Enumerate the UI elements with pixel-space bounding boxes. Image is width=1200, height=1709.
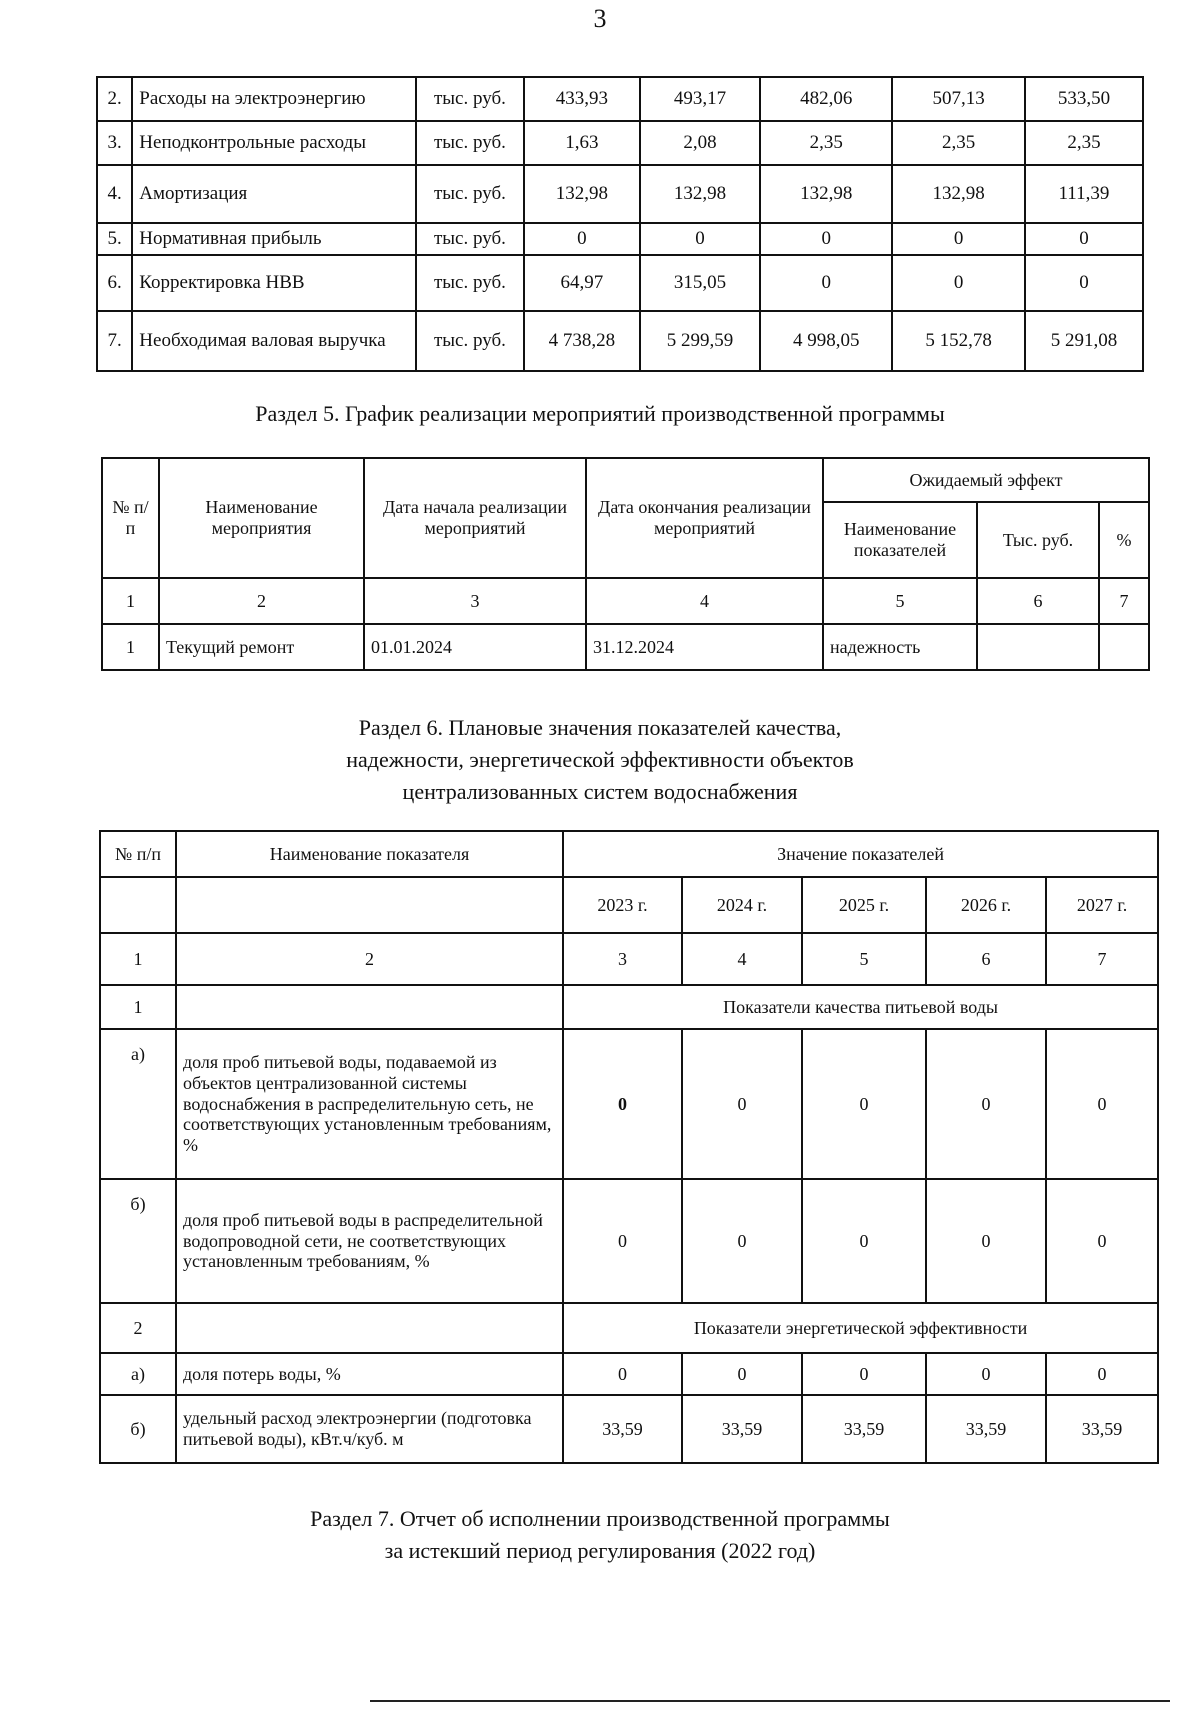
table-row xyxy=(100,1353,1158,1395)
row-number: 6. xyxy=(97,255,132,311)
row-value: 33,59 xyxy=(563,1395,682,1463)
row-name: Нормативная прибыль xyxy=(132,223,416,255)
group-header-row xyxy=(100,1303,1158,1353)
row-value: 0 xyxy=(1046,1353,1158,1395)
row-name: Амортизация xyxy=(132,165,416,223)
column-number: 2 xyxy=(159,578,364,624)
column-number: 6 xyxy=(926,933,1046,985)
row-value: 5 152,78 xyxy=(892,311,1024,371)
header-year: 2024 г. xyxy=(682,877,802,933)
row-label: а) xyxy=(100,1353,176,1395)
row-value: 0 xyxy=(682,1029,802,1179)
row-value: 132,98 xyxy=(892,165,1024,223)
row-unit: тыс. руб. xyxy=(416,121,524,165)
row-value: 0 xyxy=(802,1179,926,1303)
row-value: 33,59 xyxy=(926,1395,1046,1463)
row-value: 5 299,59 xyxy=(640,311,760,371)
row-thousand-rub xyxy=(977,624,1099,670)
header-year: 2027 г. xyxy=(1046,877,1158,933)
row-value: 0 xyxy=(1046,1179,1158,1303)
empty-cell xyxy=(176,877,563,933)
table-row xyxy=(97,121,1143,165)
row-value: 33,59 xyxy=(682,1395,802,1463)
column-number: 4 xyxy=(586,578,823,624)
column-number: 3 xyxy=(563,933,682,985)
row-unit: тыс. руб. xyxy=(416,223,524,255)
row-value: 0 xyxy=(892,223,1024,255)
header-percent: % xyxy=(1099,502,1149,578)
header-thousand-rub: Тыс. руб. xyxy=(977,502,1099,578)
header-num: № п/п xyxy=(100,831,176,877)
row-value: 0 xyxy=(563,1353,682,1395)
column-number: 2 xyxy=(176,933,563,985)
table-header-row xyxy=(100,877,1158,933)
row-unit: тыс. руб. xyxy=(416,77,524,121)
section5-title: Раздел 5. График реализации мероприятий производственной программы xyxy=(255,401,945,426)
table-header-row xyxy=(100,831,1158,877)
row-value: 2,35 xyxy=(760,121,892,165)
row-number: 1 xyxy=(102,624,159,670)
row-unit: тыс. руб. xyxy=(416,255,524,311)
header-indicator: Наименование показателей xyxy=(823,502,977,578)
section7-title xyxy=(0,1503,1200,1567)
column-number: 7 xyxy=(1046,933,1158,985)
section6-title-line: надежности, энергетической эффективности объектов xyxy=(346,746,854,772)
column-number: 6 xyxy=(977,578,1099,624)
empty-cell xyxy=(100,877,176,933)
row-value: 0 xyxy=(563,1029,682,1179)
header-expected-effect: Ожидаемый эффект xyxy=(823,458,1149,502)
row-value: 132,98 xyxy=(640,165,760,223)
group-number: 1 xyxy=(100,985,176,1029)
row-value: 0 xyxy=(760,223,892,255)
table-row xyxy=(97,165,1143,223)
row-value: 0 xyxy=(802,1029,926,1179)
row-value: 33,59 xyxy=(802,1395,926,1463)
row-value: 433,93 xyxy=(524,77,640,121)
header-name: Наименование показателя xyxy=(176,831,563,877)
row-value: 2,35 xyxy=(892,121,1024,165)
section6-title-line: централизованных систем водоснабжения xyxy=(402,778,798,804)
column-number: 7 xyxy=(1099,578,1149,624)
table-row xyxy=(102,624,1149,670)
row-indicator: надежность xyxy=(823,624,977,670)
row-name: Необходимая валовая выручка xyxy=(132,311,416,371)
section7-title-line: за истекший период регулирования (2022 год) xyxy=(384,1537,816,1563)
row-value: 64,97 xyxy=(524,255,640,311)
row-value: 0 xyxy=(892,255,1024,311)
row-value: 0 xyxy=(682,1179,802,1303)
row-value: 0 xyxy=(1025,223,1143,255)
row-value: 482,06 xyxy=(760,77,892,121)
row-unit: тыс. руб. xyxy=(416,311,524,371)
column-number: 1 xyxy=(102,578,159,624)
row-number: 4. xyxy=(97,165,132,223)
row-value: 111,39 xyxy=(1025,165,1143,223)
table-header-row xyxy=(102,458,1149,502)
row-value: 0 xyxy=(926,1179,1046,1303)
group-number: 2 xyxy=(100,1303,176,1353)
row-value: 4 998,05 xyxy=(760,311,892,371)
row-name: доля проб питьевой воды в распределительной водопроводной сети, не соответствующих установленным требованиям, % xyxy=(176,1179,563,1303)
empty-cell xyxy=(176,985,563,1029)
row-value: 0 xyxy=(802,1353,926,1395)
group-title: Показатели энергетической эффективности xyxy=(563,1303,1158,1353)
column-number: 3 xyxy=(364,578,586,624)
header-end-date: Дата окончания реализации мероприятий xyxy=(586,458,823,578)
row-name: удельный расход электроэнергии (подготовка питьевой воды), кВт.ч/куб. м xyxy=(176,1395,563,1463)
row-unit: тыс. руб. xyxy=(416,165,524,223)
row-start-date: 01.01.2024 xyxy=(364,624,586,670)
empty-cell xyxy=(176,1303,563,1353)
row-value: 4 738,28 xyxy=(524,311,640,371)
section7-title-line: Раздел 7. Отчет об исполнении производственной программы xyxy=(310,1506,890,1531)
row-value: 132,98 xyxy=(760,165,892,223)
row-value: 132,98 xyxy=(524,165,640,223)
column-number-row xyxy=(100,933,1158,985)
row-number: 7. xyxy=(97,311,132,371)
row-value: 0 xyxy=(926,1353,1046,1395)
group-title: Показатели качества питьевой воды xyxy=(563,985,1158,1029)
column-number: 1 xyxy=(100,933,176,985)
section6-title-line: Раздел 6. Плановые значения показателей качества, xyxy=(358,715,842,740)
table-row xyxy=(100,1179,1158,1303)
row-value: 507,13 xyxy=(892,77,1024,121)
row-number: 2. xyxy=(97,77,132,121)
row-number: 3. xyxy=(97,121,132,165)
header-year: 2026 г. xyxy=(926,877,1046,933)
column-number-row xyxy=(102,578,1149,624)
schedule-table xyxy=(101,457,1150,671)
section6-title xyxy=(0,712,1200,808)
row-name: Корректировка НВВ xyxy=(132,255,416,311)
header-year: 2023 г. xyxy=(563,877,682,933)
page-number: 3 xyxy=(593,4,607,33)
row-name: Расходы на электроэнергию xyxy=(132,77,416,121)
group-header-row xyxy=(100,985,1158,1029)
table-row xyxy=(100,1029,1158,1179)
row-label: б) xyxy=(100,1179,176,1303)
row-value: 315,05 xyxy=(640,255,760,311)
header-values: Значение показателей xyxy=(563,831,1158,877)
table-row xyxy=(97,311,1143,371)
row-value: 0 xyxy=(640,223,760,255)
row-value: 533,50 xyxy=(1025,77,1143,121)
row-name: Неподконтрольные расходы xyxy=(132,121,416,165)
row-value: 493,17 xyxy=(640,77,760,121)
row-end-date: 31.12.2024 xyxy=(586,624,823,670)
row-number: 5. xyxy=(97,223,132,255)
row-value: 2,08 xyxy=(640,121,760,165)
row-value: 0 xyxy=(926,1029,1046,1179)
row-value: 0 xyxy=(1046,1029,1158,1179)
row-label: б) xyxy=(100,1395,176,1463)
row-percent xyxy=(1099,624,1149,670)
row-value: 0 xyxy=(760,255,892,311)
row-name: доля потерь воды, % xyxy=(176,1353,563,1395)
row-value: 0 xyxy=(563,1179,682,1303)
header-name: Наименование мероприятия xyxy=(159,458,364,578)
header-num: № п/п xyxy=(102,458,159,578)
row-value: 33,59 xyxy=(1046,1395,1158,1463)
table-row xyxy=(100,1395,1158,1463)
row-name: доля проб питьевой воды, подаваемой из объектов централизованной системы водоснабжения в распределительную сеть, не соответствующих установленным требованиям, % xyxy=(176,1029,563,1179)
column-number: 5 xyxy=(802,933,926,985)
table-row xyxy=(97,223,1143,255)
costs-table xyxy=(96,76,1144,372)
row-value: 2,35 xyxy=(1025,121,1143,165)
header-year: 2025 г. xyxy=(802,877,926,933)
row-value: 0 xyxy=(524,223,640,255)
column-number: 5 xyxy=(823,578,977,624)
row-value: 0 xyxy=(682,1353,802,1395)
column-number: 4 xyxy=(682,933,802,985)
row-value: 1,63 xyxy=(524,121,640,165)
bottom-rule xyxy=(370,1700,1170,1702)
row-label: а) xyxy=(100,1029,176,1179)
indicators-table xyxy=(99,830,1159,1464)
header-start-date: Дата начала реализации мероприятий xyxy=(364,458,586,578)
row-value: 0 xyxy=(1025,255,1143,311)
row-value: 5 291,08 xyxy=(1025,311,1143,371)
table-row xyxy=(97,77,1143,121)
table-row xyxy=(97,255,1143,311)
row-name: Текущий ремонт xyxy=(159,624,364,670)
